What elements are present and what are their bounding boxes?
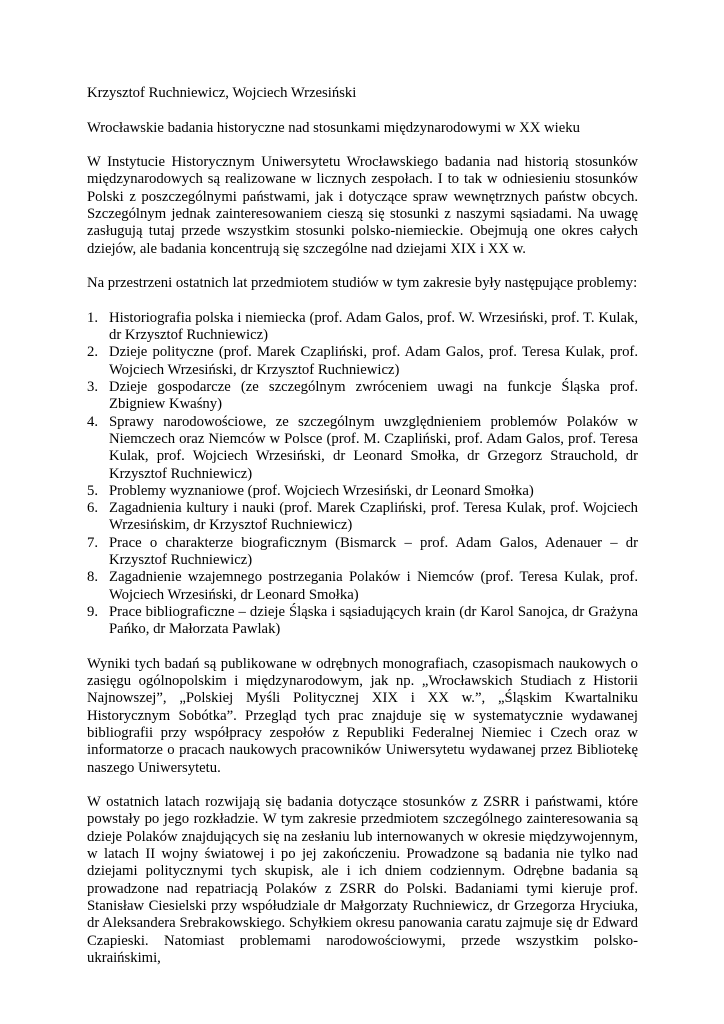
ussr-research-paragraph: W ostatnich latach rozwijają się badania dotyczące stosunków z ZSRR i państwami, które powstały po jego rozkładzie. W tym zakresie przedmiotem szczególnego zainteresowania są dzieje Polaków znajdujących się na zesłaniu lub internowanych w okresie międzywojennym, w latach II wojny światowej i po jej zakończeniu. Prowadzone są badania nie tylko nad dziejami politycznymi tych skupisk, ale i ich dniem codziennym. Odrębne badania są prowadzone nad repatriacją Polaków z ZSRR do Polski. Badaniami tymi kieruje prof. Stanisław Ciesielski przy współudziale dr Małgorzaty Ruchniewicz, dr Grzegorza Hryciuka, dr Aleksandera Srebrakowskiego. Schyłkiem okresu panowania caratu zajmuje się dr Edward Czapieski. Natomiast problemami narodowościowymi, przede wszystkim polsko-ukraińskimi, bbox=[87, 794, 638, 966]
list-item bbox=[87, 535, 638, 570]
list-item-number: 6. bbox=[87, 500, 99, 517]
intro-paragraph: W Instytucie Historycznym Uniwersytetu Wrocławskiego badania nad historią stosunków międzynarodowych są realizowane w licznych zespołach. I to tak w odniesieniu stosunków Polski z poszczególnymi państwami, jak i dotyczące spraw wewnętrznych państw obcych. Szczególnym jednak zainteresowaniem cieszą się stosunki z naszymi sąsiadami. Na uwagę zasługują tutaj przede wszystkim stosunki polsko-niemieckie. Obejmują one okres całych dziejów, ale badania koncentrują się szczególne nad dziejami XIX i XX w. bbox=[87, 154, 638, 257]
list-item-number: 5. bbox=[87, 482, 99, 499]
list-item-number: 7. bbox=[87, 534, 99, 551]
list-item-number: 1. bbox=[87, 309, 99, 326]
list-item bbox=[87, 500, 638, 535]
list-item bbox=[87, 569, 638, 604]
list-item bbox=[87, 344, 638, 379]
list-item-number: 2. bbox=[87, 344, 99, 361]
list-item-text: Prace bibliograficzne – dzieje Śląska i sąsiadujących krain (dr Karol Sanojca, dr Grażyna Pańko, dr Małorzata Pawlak) bbox=[109, 603, 638, 638]
list-item-text: Prace o charakterze biograficznym (Bismarck – prof. Adam Galos, Adenauer – dr Krzysztof Ruchniewicz) bbox=[109, 534, 638, 569]
list-item-text: Dzieje polityczne (prof. Marek Czapliński, prof. Adam Galos, prof. Teresa Kulak, prof. Wojciech Wrzesiński, dr Krzysztof Ruchniewicz) bbox=[109, 344, 638, 378]
list-item bbox=[87, 310, 638, 345]
list-item bbox=[87, 604, 638, 639]
list-item-number: 3. bbox=[87, 379, 99, 396]
list-item-number: 4. bbox=[87, 413, 99, 430]
list-item bbox=[87, 483, 638, 500]
document-title: Wrocławskie badania historyczne nad stosunkami międzynarodowymi w XX wieku bbox=[87, 119, 580, 136]
list-item-text: Problemy wyznaniowe (prof. Wojciech Wrzesiński, dr Leonard Smołka) bbox=[109, 482, 534, 499]
list-item-number: 8. bbox=[87, 569, 99, 586]
problems-list bbox=[87, 310, 638, 639]
list-item-text: Historiografia polska i niemiecka (prof. Adam Galos, prof. W. Wrzesiński, prof. T. Kulak, dr Krzysztof Ruchniewicz) bbox=[109, 309, 638, 344]
list-item-text: Dzieje gospodarcze (ze szczególnym zwróceniem uwagi na funkcje Śląska prof. Zbigniew Kwaśny) bbox=[109, 379, 638, 413]
list-item-text: Sprawy narodowościowe, ze szczególnym uwzględnieniem problemów Polaków w Niemczech oraz Niemców w Polsce (prof. M. Czapliński, prof. Adam Galos, prof. Teresa Kulak, prof. Wojciech Wrzesiński, dr Leonard Smołka, dr Grzegorz Strauchold, dr Krzysztof Ruchniewicz) bbox=[109, 413, 638, 482]
problems-lead-paragraph: Na przestrzeni ostatnich lat przedmiotem studiów w tym zakresie były następujące problemy: bbox=[87, 275, 638, 292]
list-item bbox=[87, 414, 638, 483]
results-paragraph: Wyniki tych badań są publikowane w odrębnych monografiach, czasopismach naukowych o zasięgu ogólnopolskim i międzynarodowym, jak np. „Wrocławskich Studiach z Historii Najnowszej”, „Polskiej Myśli Politycznej XIX i XX w.”, „Śląskim Kwartalniku Historycznym Sobótka”. Przegląd tych prac znajduje się w systematycznie wydawanej bibliografii przy współpracy zespołów z Republiki Federalnej Niemiec i Czech oraz w informatorze o pracach naukowych pracowników Uniwersytetu wydawanej przez Bibliotekę naszego Uniwersytetu. bbox=[87, 655, 638, 776]
list-item-number: 9. bbox=[87, 603, 99, 620]
author-line: Krzysztof Ruchniewicz, Wojciech Wrzesiński bbox=[87, 85, 357, 101]
list-item-text: Zagadnienia kultury i nauki (prof. Marek Czapliński, prof. Teresa Kulak, prof. Wojciech Wrzesińskim, dr Krzysztof Ruchniewicz) bbox=[109, 500, 638, 534]
document-body bbox=[87, 85, 638, 967]
list-item-text: Zagadnienie wzajemnego postrzegania Polaków i Niemców (prof. Teresa Kulak, prof. Wojciech Wrzesiński, dr Leonard Smołka) bbox=[109, 569, 638, 603]
list-item bbox=[87, 379, 638, 414]
